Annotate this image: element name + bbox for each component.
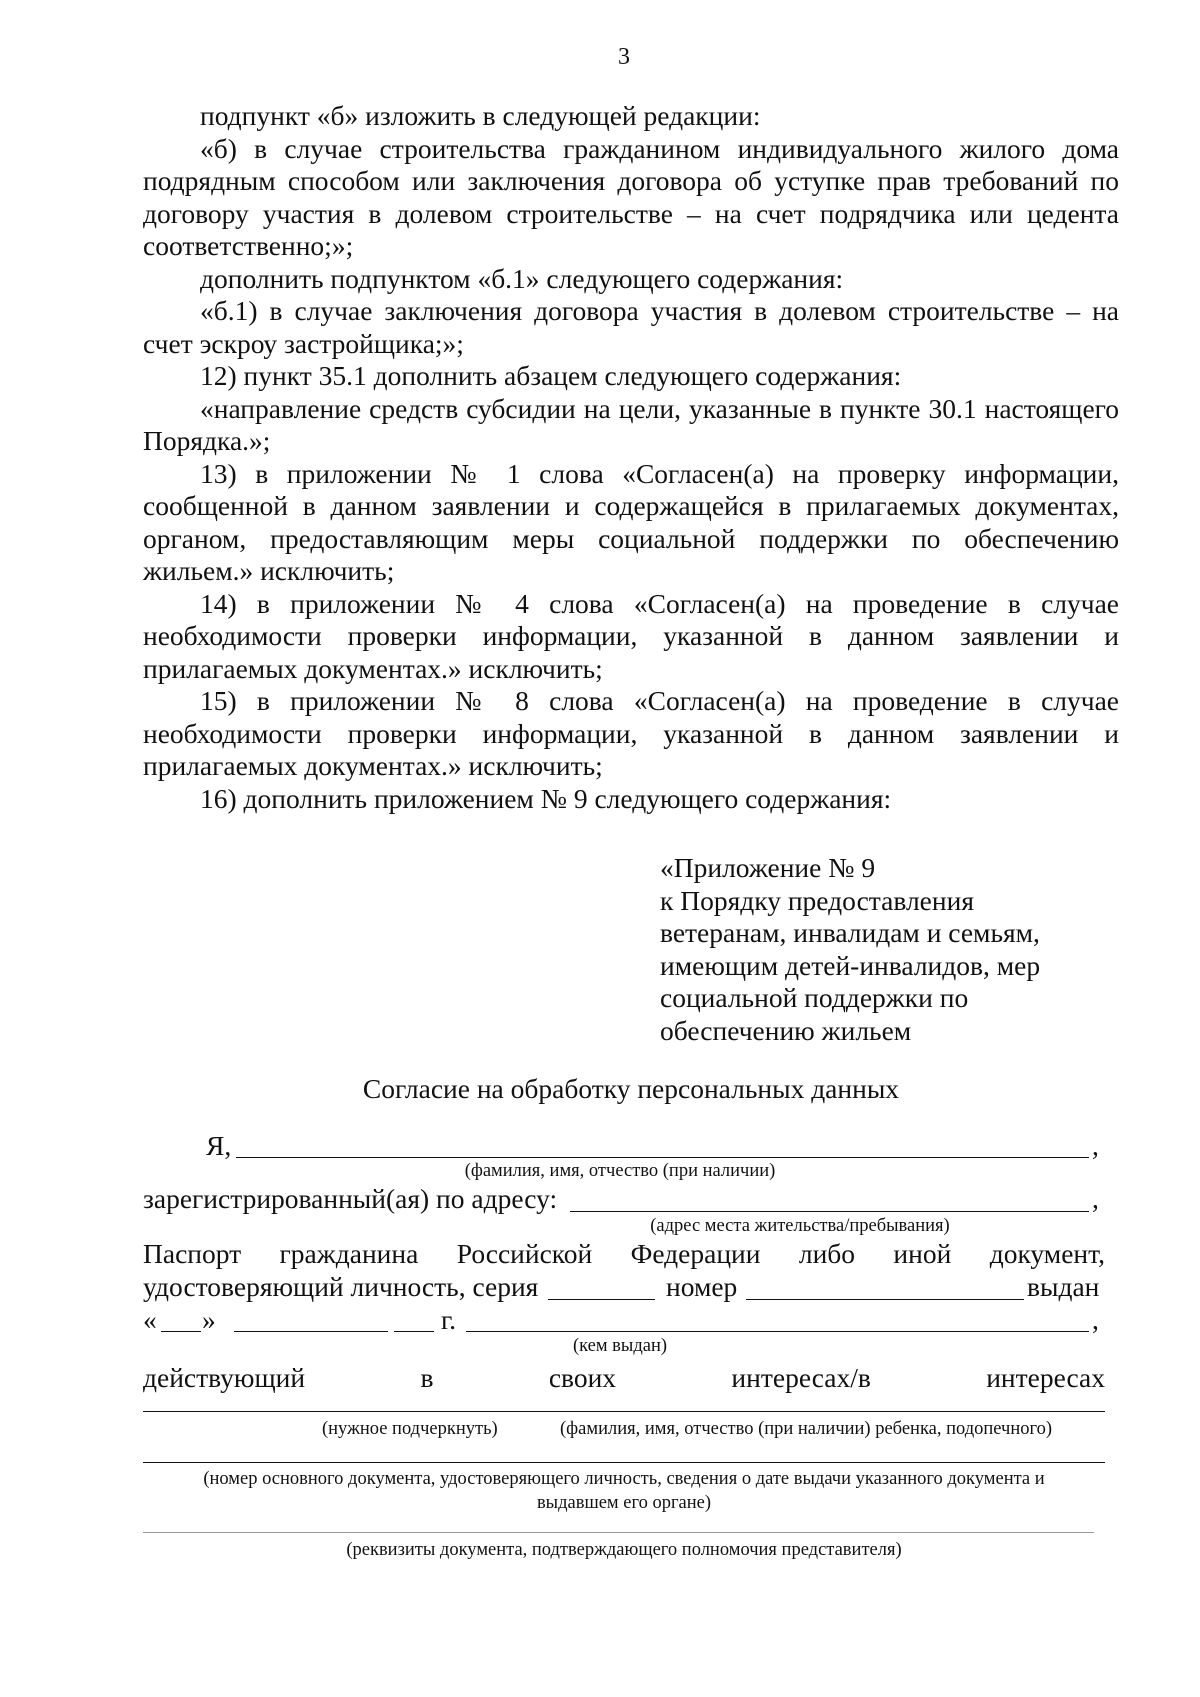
acting-word: своих (548, 1362, 617, 1393)
year-input-line[interactable] (394, 1331, 434, 1332)
issued-label: выдан (1027, 1271, 1100, 1302)
paragraph: 15) в приложении № 8 слова «Согласен(а) на проведение в случае необходимости проверки информации, указанной в данном заявлении и прилагаемых документах.» исключить; (143, 685, 1119, 781)
registered-label: зарегистрированный(ая) по адресу: (143, 1183, 558, 1214)
ya-label: Я, (206, 1130, 232, 1161)
document-caption-line1: (номер основного документа, удостоверяющего личность, сведения о дате выдачи указанного документа и (203, 1469, 1045, 1489)
representative-input-line[interactable] (143, 1532, 1094, 1533)
year-label: г. (441, 1304, 457, 1335)
passport-word: либо (798, 1238, 856, 1269)
amendment-text (143, 100, 1119, 815)
passport-word: документ, (989, 1238, 1105, 1269)
consent-title: Согласие на обработку персональных данных (362, 1073, 900, 1104)
quote-close: » (202, 1304, 216, 1335)
paragraph: 12) пункт 35.1 дополнить абзацем следующего содержания: (200, 360, 902, 391)
appendix-line: имеющим детей-инвалидов, мер (660, 949, 1041, 981)
day-input-line[interactable] (161, 1331, 201, 1332)
acting-word: в (420, 1362, 434, 1393)
series-input-line[interactable] (548, 1299, 655, 1300)
passport-word: Российской (456, 1238, 593, 1269)
appendix-line: социальной поддержки по (660, 982, 969, 1013)
passport-word: Паспорт (143, 1238, 242, 1269)
paragraph: «б) в случае строительства гражданином индивидуального жилого дома подрядным способом или заключения договора об уступке прав требований по договору участия в долевом строительстве – на счет подрядчика или цедента соответственно;»; (143, 132, 1119, 261)
fio-comma: , (1092, 1130, 1099, 1161)
address-comma: , (1092, 1183, 1099, 1214)
acting-row (143, 1362, 1105, 1394)
passport-word: гражданина (279, 1238, 419, 1269)
address-caption: (адрес места жительства/пребывания) (650, 1216, 950, 1236)
quote-open: « (143, 1304, 157, 1335)
fio-caption: (фамилия, имя, отчество (при наличии) (464, 1161, 776, 1181)
representative-caption: (реквизиты документа, подтверждающего полномочия представителя) (346, 1540, 902, 1560)
number-input-line[interactable] (746, 1299, 1024, 1300)
acting-word: интересах/в (731, 1362, 871, 1393)
document-input-line[interactable] (143, 1462, 1105, 1463)
identity-series-label: удостоверяющий личность, серия (143, 1271, 539, 1302)
acting-word: действующий (143, 1362, 306, 1393)
passport-word: Федерации (630, 1238, 761, 1269)
appendix-line: обеспечению жильем (660, 1014, 912, 1046)
address-input-line[interactable] (570, 1211, 1089, 1212)
appendix-line: к Порядку предоставления (660, 884, 974, 916)
acting-word: интересах (986, 1362, 1105, 1393)
appendix-line: «Приложение № 9 (660, 852, 876, 883)
child-input-line[interactable] (143, 1411, 1105, 1412)
underline-caption: (нужное подчеркнуть) (322, 1419, 498, 1439)
month-input-line[interactable] (234, 1331, 388, 1332)
paragraph: дополнить подпунктом «б.1» следующего содержания: (200, 262, 844, 294)
paragraph: подпункт «б» изложить в следующей редакции: (200, 100, 761, 131)
issued-by-input-line[interactable] (466, 1331, 1089, 1332)
fio-input-line[interactable] (236, 1157, 1089, 1158)
issued-by-caption: (кем выдан) (572, 1336, 668, 1356)
appendix-header (660, 852, 1130, 1047)
issued-by-comma: , (1092, 1304, 1099, 1335)
passport-word: иной (893, 1238, 952, 1269)
document-caption-line2: выдавшем его органе) (536, 1493, 712, 1513)
number-label: номер (666, 1271, 738, 1302)
appendix-line: ветеранам, инвалидам и семьям, (660, 917, 1040, 948)
page-number: 3 (618, 44, 630, 70)
passport-row (143, 1238, 1105, 1270)
child-caption: (фамилия, имя, отчество (при наличии) ребенка, подопечного) (560, 1419, 1053, 1439)
paragraph: «б.1) в случае заключения договора участия в долевом строительстве – на счет эскроу застройщика;»; (143, 295, 1119, 359)
paragraph: «направление средств субсидии на цели, указанные в пункте 30.1 настоящего Порядка.»; (143, 392, 1119, 456)
paragraph: 16) дополнить приложением № 9 следующего содержания: (200, 782, 892, 814)
paragraph: 13) в приложении № 1 слова «Согласен(а) на проверку информации, сообщенной в данном заявлении и содержащейся в прилагаемых документах, органом, предоставляющим меры социальной поддержки по обеспечению жильем.» исключить; (143, 457, 1119, 586)
paragraph: 14) в приложении № 4 слова «Согласен(а) на проведение в случае необходимости проверки информации, указанной в данном заявлении и прилагаемых документах.» исключить; (143, 587, 1119, 684)
